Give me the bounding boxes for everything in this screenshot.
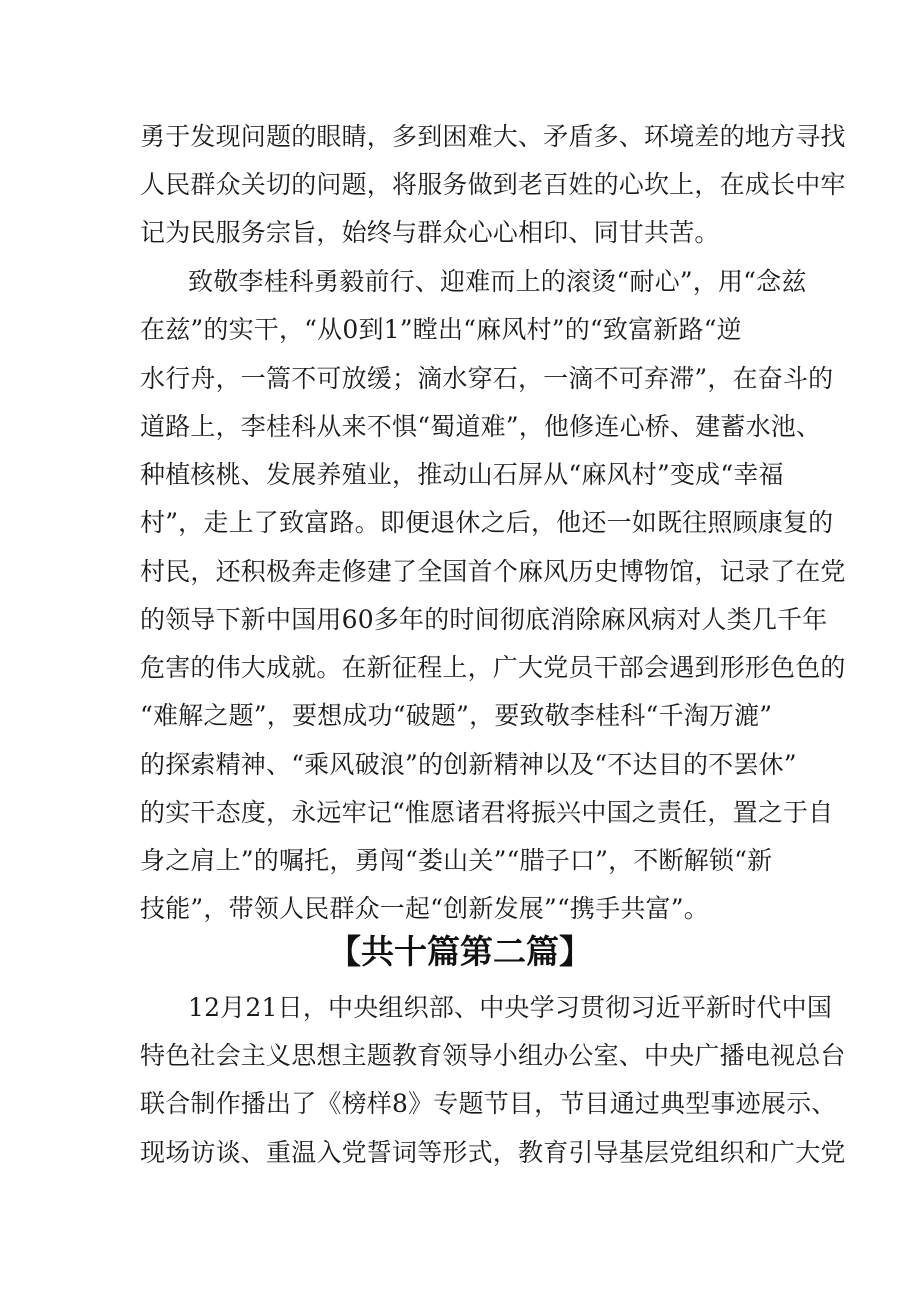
text-line: 村”，走上了致富路。即便退休之后，他还一如既往照顾康复的: [140, 508, 834, 537]
text-line: 勇于发现问题的眼睛，多到困难大、矛盾多、环境差的地方寻找: [140, 122, 846, 151]
text-line: 特色社会主义思想主题教育领导小组办公室、中央广播电视总台: [140, 1041, 846, 1070]
text-line: 现场访谈、重温入党誓词等形式，教育引导基层党组织和广大党: [140, 1138, 846, 1167]
text-line: 技能”，带领人民群众一起“创新发展”“携手共富”。: [140, 894, 709, 923]
text-line: 道路上，李桂科从来不惧“蜀道难”，他修连心桥、建蓄水池、: [140, 412, 822, 441]
text-line: 在兹”的实干，“从0到1”瞠出“麻风村”的“致富新路“逆: [140, 315, 742, 344]
text-line: 人民群众关切的问题，将服务做到老百姓的心坎上，在成长中牢: [140, 170, 846, 199]
text-line: 的探索精神、“乘风破浪”的创新精神以及“不达目的不罢休”: [140, 750, 797, 779]
text-line: 水行舟，一篙不可放缓；滴水穿石，一滴不可弃滞”，在奋斗的: [140, 364, 834, 393]
section-heading: 【共十篇第二篇】: [328, 932, 592, 971]
text-line: “难解之题”，要想成功“破题”，要致敬李桂科“千淘万漉”: [140, 701, 773, 730]
text-line: 危害的伟大成就。在新征程上，广大党员干部会遇到形形色色的: [140, 653, 846, 682]
text-line: 的领导下新中国用60多年的时间彻底消除麻风病对人类几千年: [140, 605, 828, 634]
text-line: 联合制作播出了《榜样8》专题节目，节目通过典型事迹展示、: [140, 1089, 837, 1118]
text-line: 的实干态度，永远牢记“惟愿诸君将振兴中国之责任，置之于自: [140, 798, 834, 827]
text-line: 记为民服务宗旨，始终与群众心心相印、同甘共苦。: [140, 218, 720, 247]
text-line: 身之肩上”的嘱托，勇闯“娄山关”“腊子口”，不断解锁“新: [140, 846, 773, 875]
text-line: 12月21日，中央组织部、中央学习贯彻习近平新时代中国: [188, 993, 833, 1022]
text-line: 致敬李桂科勇毅前行、迎难而上的滚烫“耐心”，用“念兹: [188, 267, 807, 296]
text-line: 村民，还积极奔走修建了全国首个麻风历史博物馆，记录了在党: [140, 557, 846, 586]
text-line: 种植核桃、发展养殖业，推动山石屏从“麻风村”变成“幸福: [140, 460, 784, 489]
